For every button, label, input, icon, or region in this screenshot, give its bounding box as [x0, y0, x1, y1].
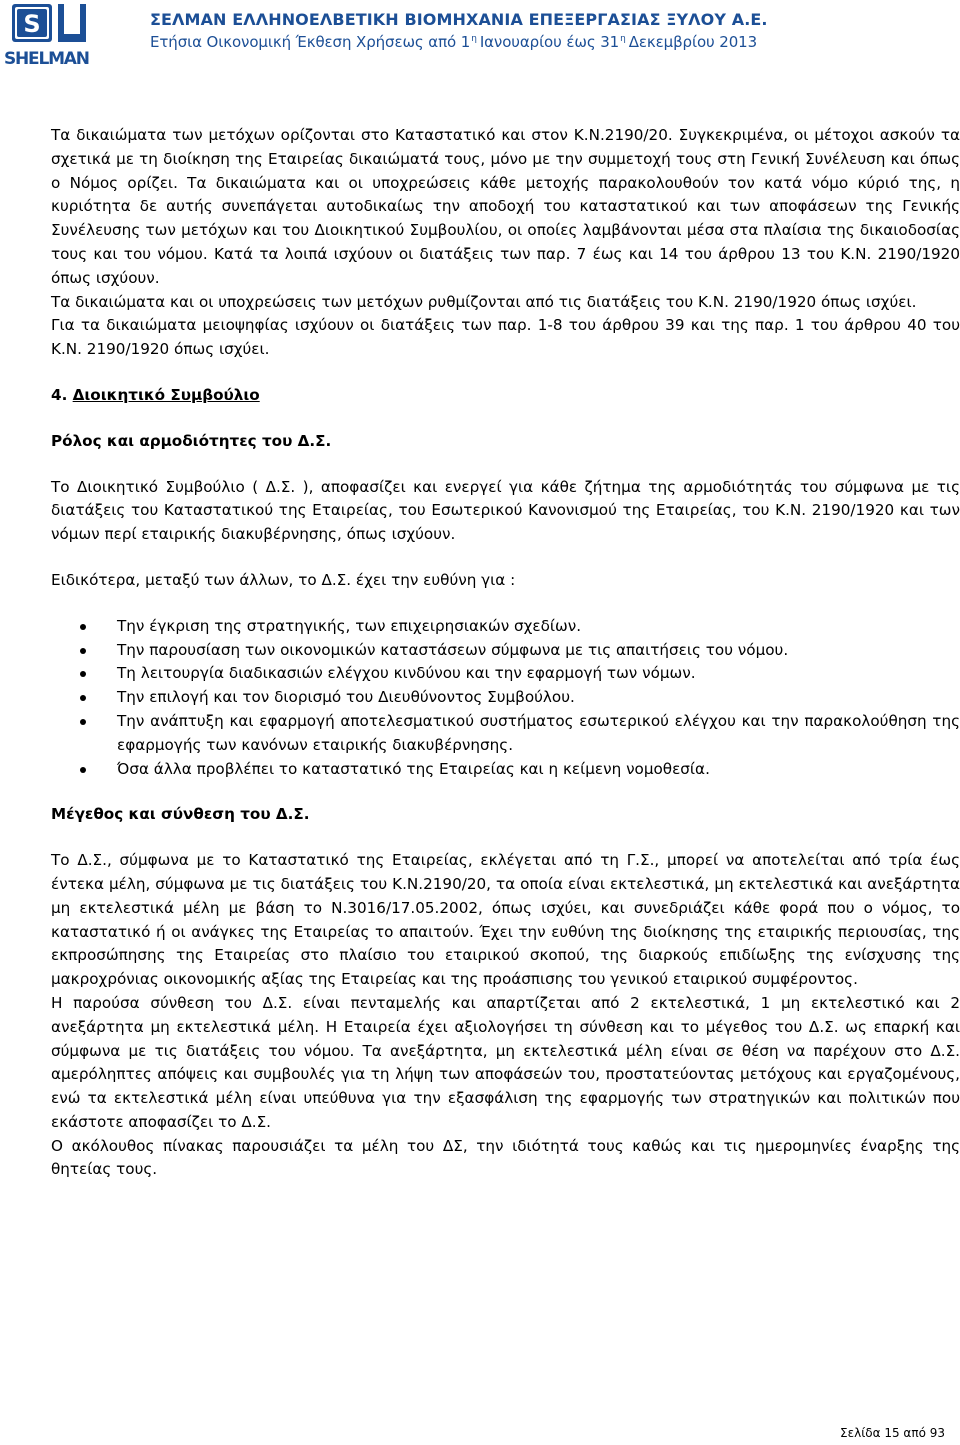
logo-wordmark: SHELMAN [4, 49, 90, 68]
list-item: Όσα άλλα προβλέπει το καταστατικό της Εταιρείας και η κείμενη νομοθεσία. [117, 758, 960, 782]
page-number: Σελίδα 15 από 93 [840, 1426, 945, 1440]
document-body [51, 124, 960, 1182]
bullet-icon [80, 719, 86, 725]
list-item: Τη λειτουργία διαδικασιών ελέγχου κινδύνου και την εφαρμογή των νόμων. [117, 662, 960, 686]
company-logo [2, 2, 94, 68]
report-subtitle: Ετήσια Οικονομική Έκθεση Χρήσεως από $1^\eta$ Ιανουαρίου έως $31^\eta$ Δεκεμβρίου 2013 [150, 33, 758, 51]
bullet-icon [80, 695, 86, 701]
list-item: Την έγκριση της στρατηγικής, των επιχειρησιακών σχεδίων. [117, 615, 960, 639]
page-header [0, 0, 960, 72]
list-item: Την παρουσίαση των οικονομικών καταστάσεων σύμφωνα με τις απαιτήσεις του νόμου. [117, 639, 960, 663]
paragraph: Το Διοικητικό Συμβούλιο ( Δ.Σ. ), αποφασίζει και ενεργεί για κάθε ζήτημα της αρμοδιότητάς του σύμφωνα με τις διατάξεις του Καταστατικού της Εταιρείας, του Εσωτερικού Κανονισμού της Εταιρείας, του Κ.Ν. 2190/1920 και των νόμων περί εταιρικής διακυβέρνησης, όπως ισχύουν. [51, 477, 960, 544]
subsection-heading: Μέγεθος και σύνθεση του Δ.Σ. [51, 805, 310, 824]
paragraph: Η παρούσα σύνθεση του Δ.Σ. είναι πενταμελής και απαρτίζεται από 2 εκτελεστικά, 1 μη εκτελεστικό και 2 ανεξάρτητα μη εκτελεστικά μέλη. Η Εταιρεία έχει αξιολογήσει τη σύνθεση και το μέγεθος του Δ.Σ. ως επαρκή και σύμφωνα με τις διατάξεις του νόμου. Τα ανεξάρτητα, μη εκτελεστικά μέλη είναι σε θέση να παρέχουν στο Δ.Σ. αμερόληπτες απόψεις και συμβουλές για τη λήψη των αποφάσεών του, προστατεύοντας μετόχους και εργαζομένους, ενώ τα εκτελεστικά μέλη είναι υπεύθυνα για την εξασφάλιση της εφαρμογής των στρατηγικών και πολιτικών που εκάστοτε αποφασίζει το Δ.Σ. [51, 993, 960, 1131]
bullet-icon [80, 648, 86, 654]
list-item: Την επιλογή και τον διορισμό του Διευθύνοντος Συμβούλου. [117, 686, 960, 710]
paragraph: Τα δικαιώματα και οι υποχρεώσεις των μετόχων ρυθμίζονται από τις διατάξεις του Κ.Ν. 2190/1920 όπως ισχύει. [51, 292, 917, 311]
responsibility-list [51, 615, 960, 782]
paragraph: Το Δ.Σ., σύμφωνα με το Καταστατικό της Εταιρείας, εκλέγεται από τη Γ.Σ., μπορεί να αποτελείται από τρία έως έντεκα μέλη, σύμφωνα με τις διατάξεις του Κ.Ν.2190/20, τα οποία είναι εκτελεστικά, μη εκτελεστικά και ανεξάρτητα μη εκτελεστικά μέλη με βάση το Ν.3016/17.05.2002, όπως ισχύει, και συνεδριάζει κάθε φορά που ο νόμος, το καταστατικό ή οι ανάγκες της Εταιρείας το απαιτούν. Έχει την ευθύνη της διοίκησης της εταιρικής περιουσίας, της εκπροσώπησης της Εταιρείας στο πλαίσιο του εταιρικού σκοπού, της διαρκούς επιδίωξης της ενίσχυσης της μακροχρόνιας οικονομικής αξίας της Εταιρείας και της προάσπισης του γενικού εταιρικού συμφέροντος. [51, 851, 960, 989]
bullet-icon [80, 767, 86, 773]
header-text [150, 10, 950, 51]
subsection-heading: Ρόλος και αρμοδιότητες του Δ.Σ. [51, 431, 332, 450]
list-item: Την ανάπτυξη και εφαρμογή αποτελεσματικού συστήματος εσωτερικού ελέγχου και την παρακολούθηση της εφαρμογής των κανόνων εταιρικής διακυβέρνησης. [117, 710, 960, 758]
paragraph: Ειδικότερα, μεταξύ των άλλων, το Δ.Σ. έχει την ευθύνη για : [51, 570, 516, 589]
company-name: ΣΕΛΜΑΝ ΕΛΛΗΝΟΕΛΒΕΤΙΚΗ ΒΙΟΜΗΧΑΝΙΑ ΕΠΕΞΕΡΓΑΣΙΑΣ ΞΥΛΟΥ Α.Ε. [150, 10, 768, 29]
bullet-icon [80, 624, 86, 630]
paragraph: Τα δικαιώματα των μετόχων ορίζονται στο Καταστατικό και στον Κ.Ν.2190/20. Συγκεκριμένα, οι μέτοχοι ασκούν τα σχετικά με τη διοίκηση της Εταιρείας δικαιώματά τους, μόνο με την συμμετοχή τους στη Γενική Συνέλευση και όπως ο Νόμος ορίζει. Τα δικαιώματα και οι υποχρεώσεις κάθε μετοχής παρακολουθούν τον κατά νόμο κύριό της, η κυριότητα δε αυτής συνεπάγεται αυτοδικαίως την αποδοχή του καταστατικού και των αποφάσεων της Γενικής Συνέλευσης των μετόχων και του Διοικητικού Συμβουλίου, οι οποίες λαμβάνονται μέσα στα πλαίσια της δικαιοδοσίας τους και του νόμου. Κατά τα λοιπά ισχύουν οι διατάξεις των παρ. 7 έως και 14 του άρθρου 13 του Κ.Ν. 2190/1920 όπως ισχύουν. [51, 126, 960, 287]
bullet-icon [80, 671, 86, 677]
section-heading: 4. Διοικητικό Συμβούλιο [51, 385, 260, 404]
paragraph: Για τα δικαιώματα μειοψηφίας ισχύουν οι διατάξεις των παρ. 1-8 του άρθρου 39 και της παρ. 1 του άρθρου 40 του Κ.Ν. 2190/1920 όπως ισχύει. [51, 316, 960, 359]
paragraph: Ο ακόλουθος πίνακας παρουσιάζει τα μέλη του ΔΣ, την ιδιότητά τους καθώς και τις ημερομηνίες έναρξης της θητείας τους. [51, 1136, 960, 1179]
logo-letter: S [23, 10, 41, 38]
